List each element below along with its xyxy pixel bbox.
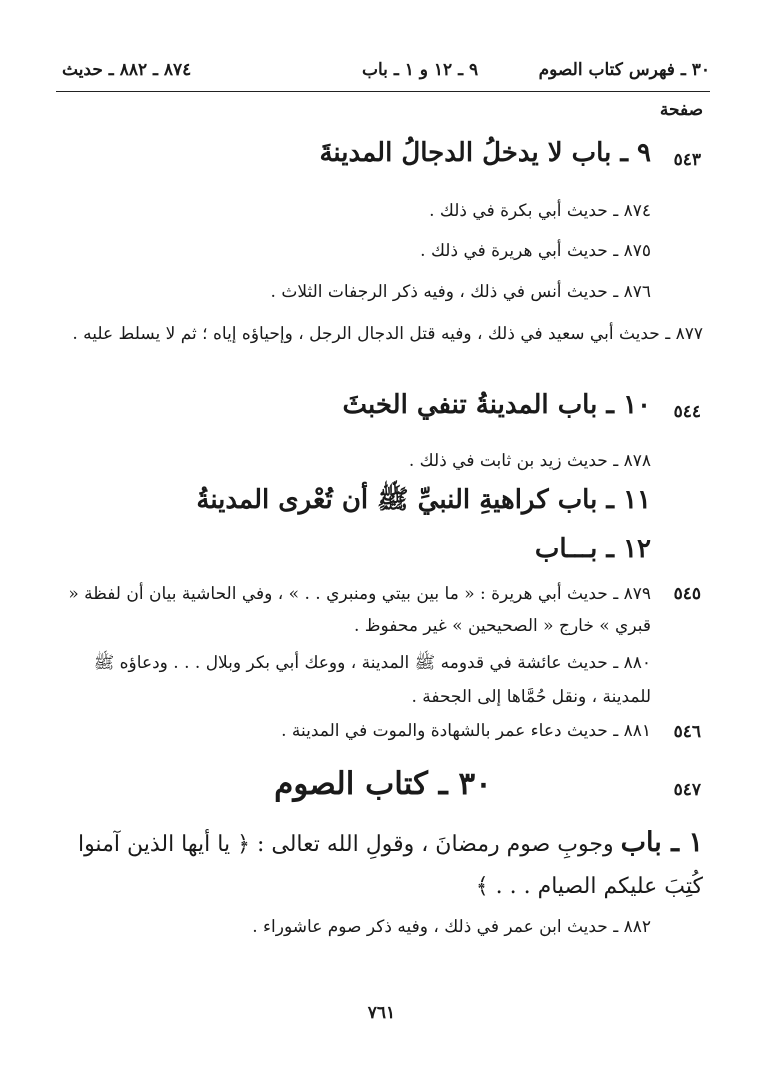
folio-number: ٧٦١ (367, 1003, 396, 1023)
hadith-882: ٨٨٢ ـ حديث ابن عمر في ذلك ، وفيه ذكر صوم عاشوراء . (252, 917, 651, 937)
bab-1-text: وجوبِ صوم رمضانَ ، وقولِ الله تعالى : ﴿ يا أيها الذين آمنوا كُتِبَ عليكم الصيام . . . ﴾ (77, 832, 703, 899)
bab-9-title: ٩ ـ باب لا يدخلُ الدجالُ المدينةَ (319, 138, 651, 168)
hadith-881: ٨٨١ ـ حديث دعاء عمر بالشهادة والموت في المدينة . (281, 721, 651, 741)
running-header (62, 60, 710, 88)
book-heading (56, 766, 710, 802)
bab-11-title: ١١ ـ باب كراهيةِ النبيِّ ﷺ أن تُعْرى المدينةُ (196, 485, 651, 515)
header-rule (56, 91, 710, 92)
header-hadith-range: ٨٧٤ ـ ٨٨٢ ـ حديث (62, 60, 192, 80)
bab-10-title: ١٠ ـ باب المدينةُ تنفي الخبثَ (342, 390, 651, 420)
hadith-880: ٨٨٠ ـ حديث عائشة في قدومه ﷺ المدينة ، ووعك أبي بكر وبلال . . . ودعاؤه ﷺ للمدينة ، ونقل حُمَّاها إلى الجحفة . (93, 653, 651, 707)
page-number-543: ٥٤٣ (673, 150, 701, 170)
page-number-544: ٥٤٤ (673, 402, 701, 422)
page-number-545: ٥٤٥ (673, 584, 701, 604)
hadith-874: ٨٧٤ ـ حديث أبي بكرة في ذلك . (429, 201, 651, 221)
bab-1-title (55, 822, 703, 908)
bab-12-title: ١٢ ـ بـــاب (534, 534, 651, 564)
hadith-877: ٨٧٧ ـ حديث أبي سعيد في ذلك ، وفيه قتل الدجال الرجل ، وإحياؤه إياه ؛ ثم لا يسلط عليه . (72, 324, 703, 344)
header-chapter-range: ٩ ـ ١٢ و ١ ـ باب (362, 60, 479, 80)
hadith-876: ٨٧٦ ـ حديث أنس في ذلك ، وفيه ذكر الرجفات الثلاث . (270, 282, 651, 302)
header-book-title: ٣٠ ـ فهرس كتاب الصوم (538, 60, 710, 80)
page-number-546: ٥٤٦ (673, 722, 701, 742)
bab-1-lead: ١ ـ باب (620, 827, 703, 858)
book-30-title: ٣٠ ـ كتاب الصوم (274, 766, 492, 802)
hadith-878: ٨٧٨ ـ حديث زيد بن ثابت في ذلك . (408, 451, 651, 471)
page-column-label: صفحة (659, 100, 703, 120)
hadith-875: ٨٧٥ ـ حديث أبي هريرة في ذلك . (420, 241, 651, 261)
hadith-879: ٨٧٩ ـ حديث أبي هريرة : « ما بين بيتي ومنبري . . » ، وفي الحاشية بيان أن لفظة « قبري » خارج « الصحيحين » غير محفوظ . (68, 584, 651, 636)
page-number-547: ٥٤٧ (673, 780, 701, 800)
